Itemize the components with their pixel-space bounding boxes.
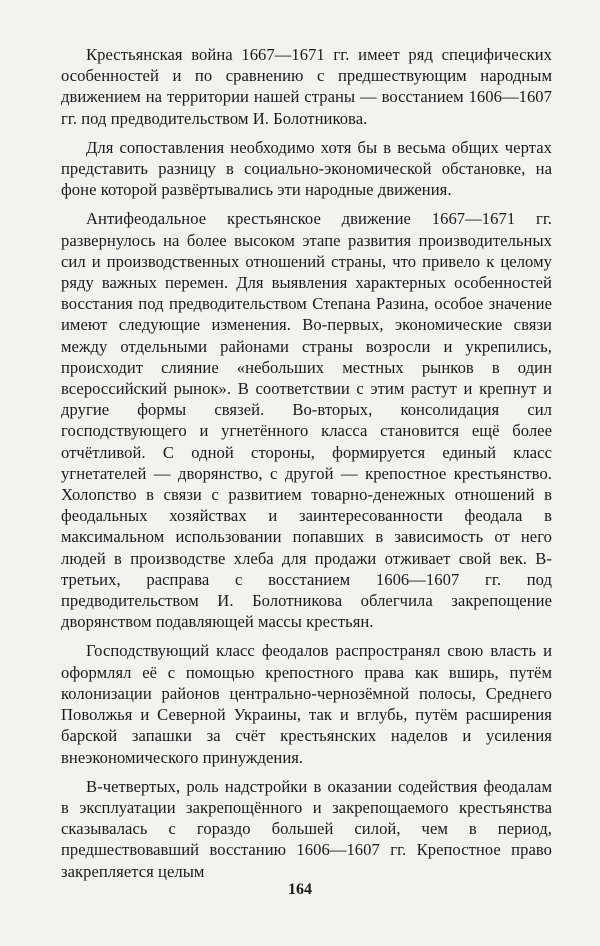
paragraph-5: В-четвертых, роль надстройки в оказании содействия феодалам в эксплуатации закрепощённого и закрепощаемого крестьянства сказывалась с гораздо большей силой, чем в период, предшествовавший восстанию 1606—1607 гг. Крепостное право закрепляется целым [61, 776, 552, 881]
paragraph-2: Для сопоставления необходимо хотя бы в весьма общих чертах представить разницу в социально-экономической обстановке, на фоне которой развёртывались эти народные движения. [61, 137, 552, 200]
paragraph-1: Крестьянская война 1667—1671 гг. имеет ряд специфических особенностей и по сравнению с предшествующим народным движением на территории нашей страны — восстанием 1606—1607 гг. под предводительством И. Болотникова. [61, 45, 552, 128]
page-number: 164 [288, 881, 312, 898]
paragraph-3: Антифеодальное крестьянское движение 1667—1671 гг. развернулось на более высоком этапе развития производительных сил и производственных отношений страны, что привело к целому ряду важных перемен. Для выявления характерных особенностей восстания под предводительством Степана Разина, особое значение имеют следующие изменения. Во-первых, экономические связи между отдельными районами страны возросли и укрепились, происходит слияние «небольших местных рынков в один всероссийский рынок». В соответствии с этим растут и крепнут и другие формы связей. Во-вторых, консолидация сил господствующего и угнетённого класса становится ещё более отчётливой. С одной стороны, формируется единый класс угнетателей — дворянство, с другой — крепостное крестьянство. Холопство в связи с развитием товарно-денежных отношений в феодальных хозяйствах и заинтересованности феодала в максимальном использовании попавших в зависимость от него людей в производстве хлеба для продажи отживает свой век. В-третьих, расправа с восстанием 1606—1607 гг. под предводительством И. Болотникова облегчила закрепощение дворянством подавляющей массы крестьян. [61, 209, 552, 632]
paragraph-4: Господствующий класс феодалов распространял свою власть и оформлял её с помощью крепостного права как вширь, путём колонизации районов центрально-чернозёмной полосы, Среднего Поволжья и Северной Украины, так и вглубь, путём расширения барской запашки за счёт крестьянских наделов и усиления внеэкономического принуждения. [61, 641, 552, 767]
